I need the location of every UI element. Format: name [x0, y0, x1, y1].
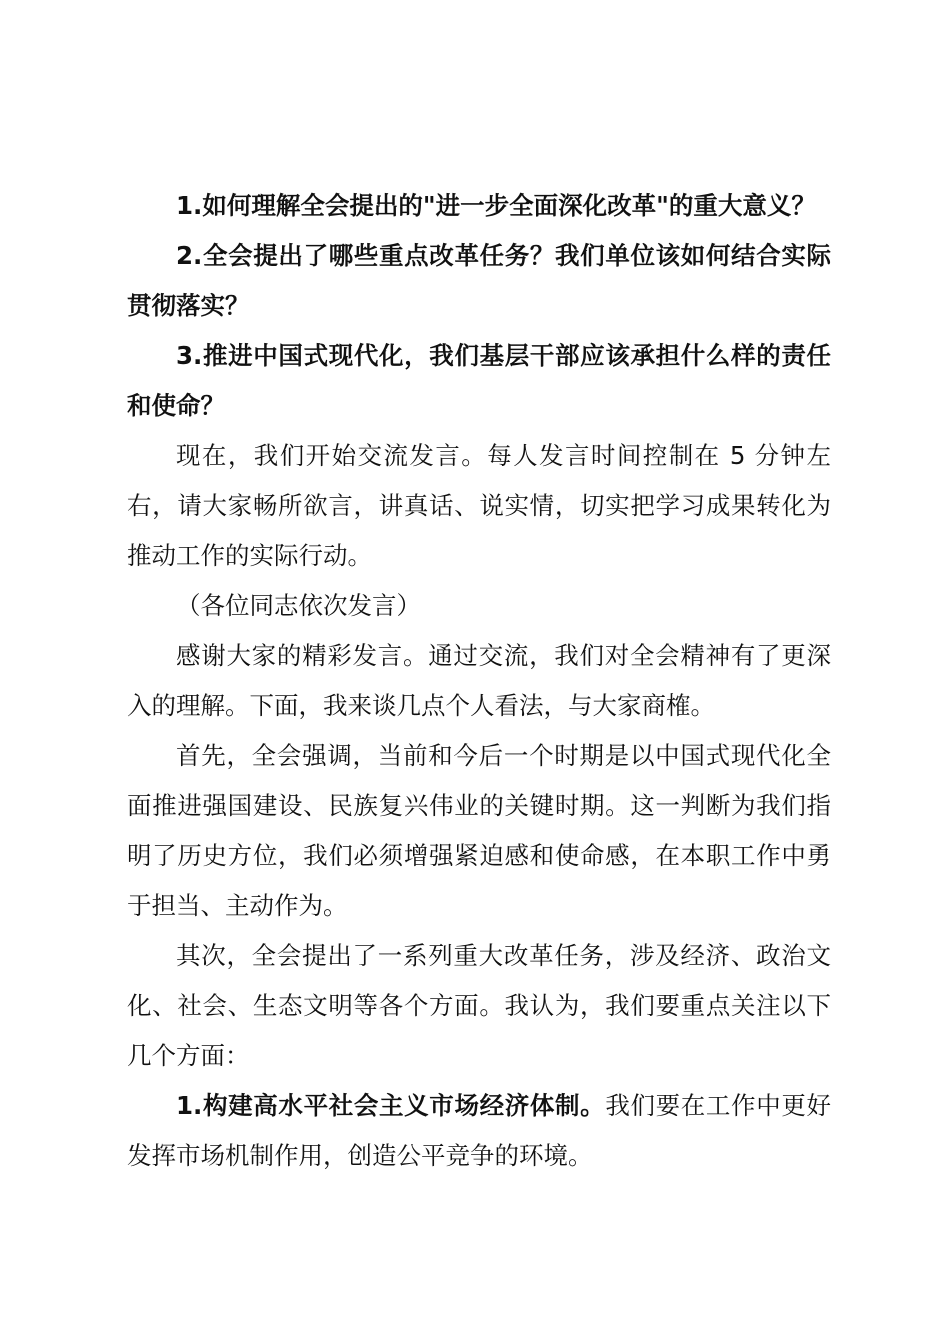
paragraph-item-1: [127, 1081, 831, 1181]
question-1: 1.如何理解全会提出的"进一步全面深化改革"的重大意义？: [176, 191, 816, 220]
paragraph-stage-note: （各位同志依次发言）: [176, 591, 421, 620]
paragraph-first-point: 首先，全会强调，当前和今后一个时期是以中国式现代化全面推进强国建设、民族复兴伟业的关键时期。这一判断为我们指明了历史方位，我们必须增强紧迫感和使命感，在本职工作中勇于担当、主动作为。: [127, 741, 831, 920]
paragraph-discussion-start: 现在，我们开始交流发言。每人发言时间控制在 5 分钟左右，请大家畅所欲言，讲真话、说实情，切实把学习成果转化为推动工作的实际行动。: [127, 441, 831, 570]
paragraph-thanks: 感谢大家的精彩发言。通过交流，我们对全会精神有了更深入的理解。下面，我来谈几点个人看法，与大家商榷。: [127, 641, 831, 720]
document-body: [127, 181, 831, 1181]
item-1-text: 我们要在工作中更好发挥市场机制作用，创造公平竞争的环境。: [127, 1091, 831, 1170]
item-1-heading: 1.构建高水平社会主义市场经济体制。: [176, 1091, 606, 1120]
paragraph-second-point: 其次，全会提出了一系列重大改革任务，涉及经济、政治文化、社会、生态文明等各个方面。我认为，我们要重点关注以下几个方面：: [127, 941, 831, 1070]
question-3: 3.推进中国式现代化，我们基层干部应该承担什么样的责任和使命？: [127, 341, 831, 420]
question-2: 2.全会提出了哪些重点改革任务？我们单位该如何结合实际贯彻落实？: [127, 241, 831, 320]
